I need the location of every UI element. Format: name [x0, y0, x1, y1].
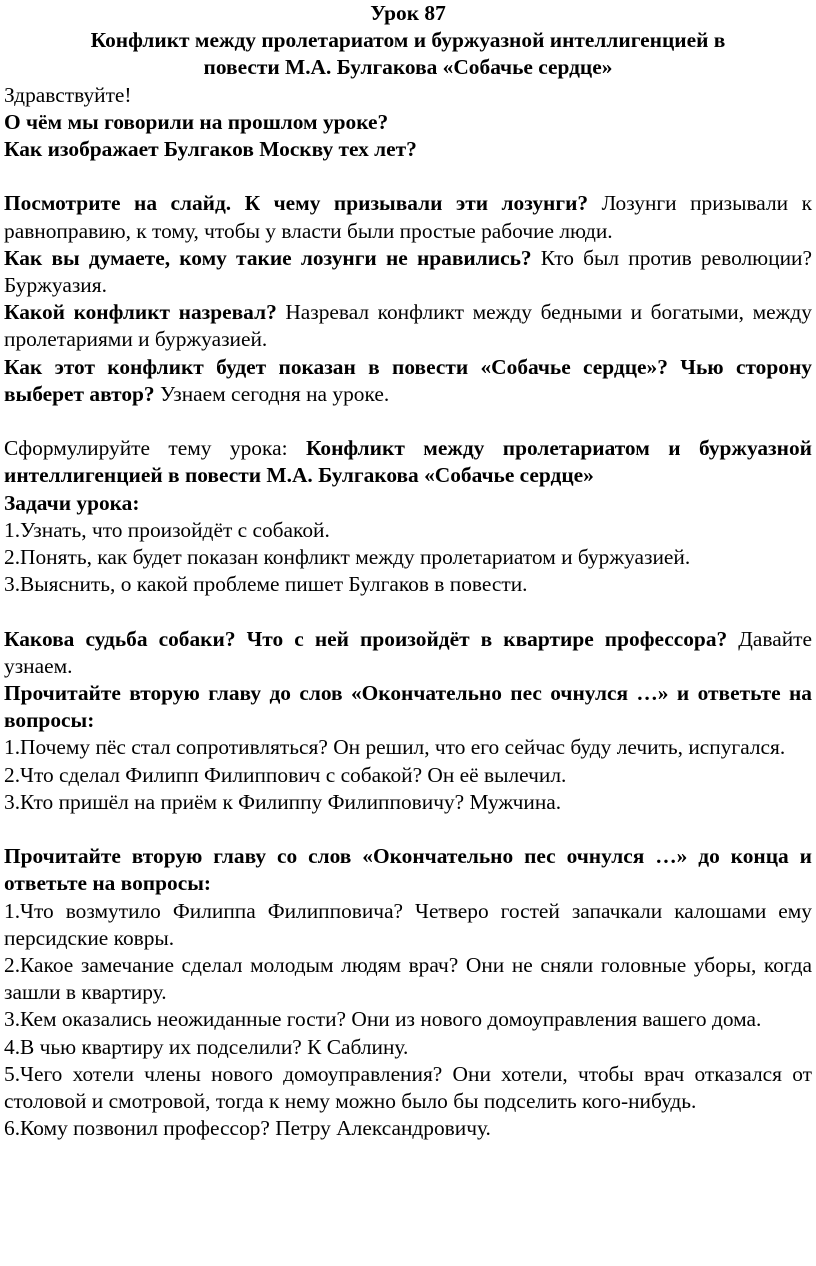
list-item: 5.Чего хотели члены нового домоуправления? Они хотели, чтобы врач отказался от столовой и смотровой, тогда к нему можно было бы подселить кого-нибудь. — [4, 1061, 812, 1114]
page-title-line-1: Конфликт между пролетариатом и буржуазной интеллигенцией в — [90, 28, 726, 53]
list-item: 2.Какое замечание сделал молодым людям врач? Они не сняли головные уборы, когда зашли в квартиру. — [4, 953, 812, 1005]
answer-text: Кто был против революции? Буржуазия. — [4, 245, 812, 298]
question-last-lesson — [4, 109, 812, 136]
question-text: Как вы думаете, кому такие лозунги не нравились? — [4, 245, 532, 270]
answer-text: Лозунги призывали к равноправию, к тому, чтобы у власти были простые рабочие люди. — [4, 191, 812, 243]
list-item: 3.Кем оказались неожиданные гости? Они из нового домоуправления вашего дома. — [4, 1007, 762, 1032]
spacer — [4, 598, 812, 625]
read1-heading: Прочитайте вторую главу до слов «Окончательно пес очнулся …» и ответьте на вопросы: — [4, 681, 812, 733]
list-item: 2.Понять, как будет показан конфликт между пролетариатом и буржуазией. — [4, 545, 691, 570]
spacer — [4, 816, 812, 843]
list-item: 1.Почему пёс стал сопротивляться? Он решил, что его сейчас буду лечить, испугался. — [4, 735, 786, 760]
answer-text: Узнаем сегодня на уроке. — [154, 381, 390, 406]
list-item: 4.В чью квартиру их подселили? К Саблину. — [4, 1034, 409, 1059]
list-item: 1.Узнать, что произойдёт с собакой. — [4, 517, 330, 542]
answer-text: Назревал конфликт между бедными и богатыми, между пролетариями и буржуазией. — [4, 300, 812, 352]
question-text: О чём мы говорили на прошлом уроке? — [4, 109, 389, 134]
paragraph-conflict — [4, 299, 812, 353]
list-item: 1.Что возмутило Филиппа Филипповича? Четверо гостей запачкали калошами ему персидские ковры. — [4, 898, 812, 950]
paragraph-slide — [4, 190, 812, 244]
spacer — [4, 163, 812, 190]
topic-lead: Сформулируйте тему урока: — [4, 436, 306, 461]
list-item: 2.Что сделал Филипп Филиппович с собакой? Он её вылечил. — [4, 762, 567, 787]
list-item: 6.Кому позвонил профессор? Петру Александровичу. — [4, 1116, 491, 1141]
paragraph-topic — [4, 435, 812, 489]
paragraph-fate — [4, 626, 812, 680]
paragraph-dislike — [4, 245, 812, 299]
list-item: 3.Кто пришёл на приём к Филиппу Филипповичу? Мужчина. — [4, 789, 562, 814]
read2-heading: Прочитайте вторую главу со слов «Окончательно пес очнулся …» до конца и ответьте на вопросы: — [4, 844, 812, 896]
question-text: Как изображает Булгаков Москву тех лет? — [4, 137, 417, 162]
lesson-number: Урок 87 — [370, 1, 446, 25]
tasks-heading: Задачи урока: — [4, 490, 140, 515]
greeting: Здравствуйте! — [4, 82, 132, 107]
question-text: Как этот конфликт будет показан в повести «Собачье сердце»? Чью сторону выберет автор? — [4, 354, 812, 406]
paragraph-side — [4, 354, 812, 408]
spacer — [4, 408, 812, 435]
page-title-line-2: повести М.А. Булгакова «Собачье сердце» — [203, 55, 613, 80]
question-text: Посмотрите на слайд. К чему призывали эти лозунги? — [4, 191, 589, 216]
list-item: 3.Выяснить, о какой проблеме пишет Булгаков в повести. — [4, 572, 528, 597]
answer-text: Давайте узнаем. — [4, 626, 812, 678]
question-text: Какова судьба собаки? Что с ней произойдёт в квартире профессора? — [4, 626, 728, 651]
question-text: Какой конфликт назревал? — [4, 300, 277, 325]
topic-text: Конфликт между пролетариатом и буржуазной интеллигенцией в повести М.А. Булгакова «Собачье сердце» — [4, 436, 812, 488]
question-moscow — [4, 136, 812, 163]
